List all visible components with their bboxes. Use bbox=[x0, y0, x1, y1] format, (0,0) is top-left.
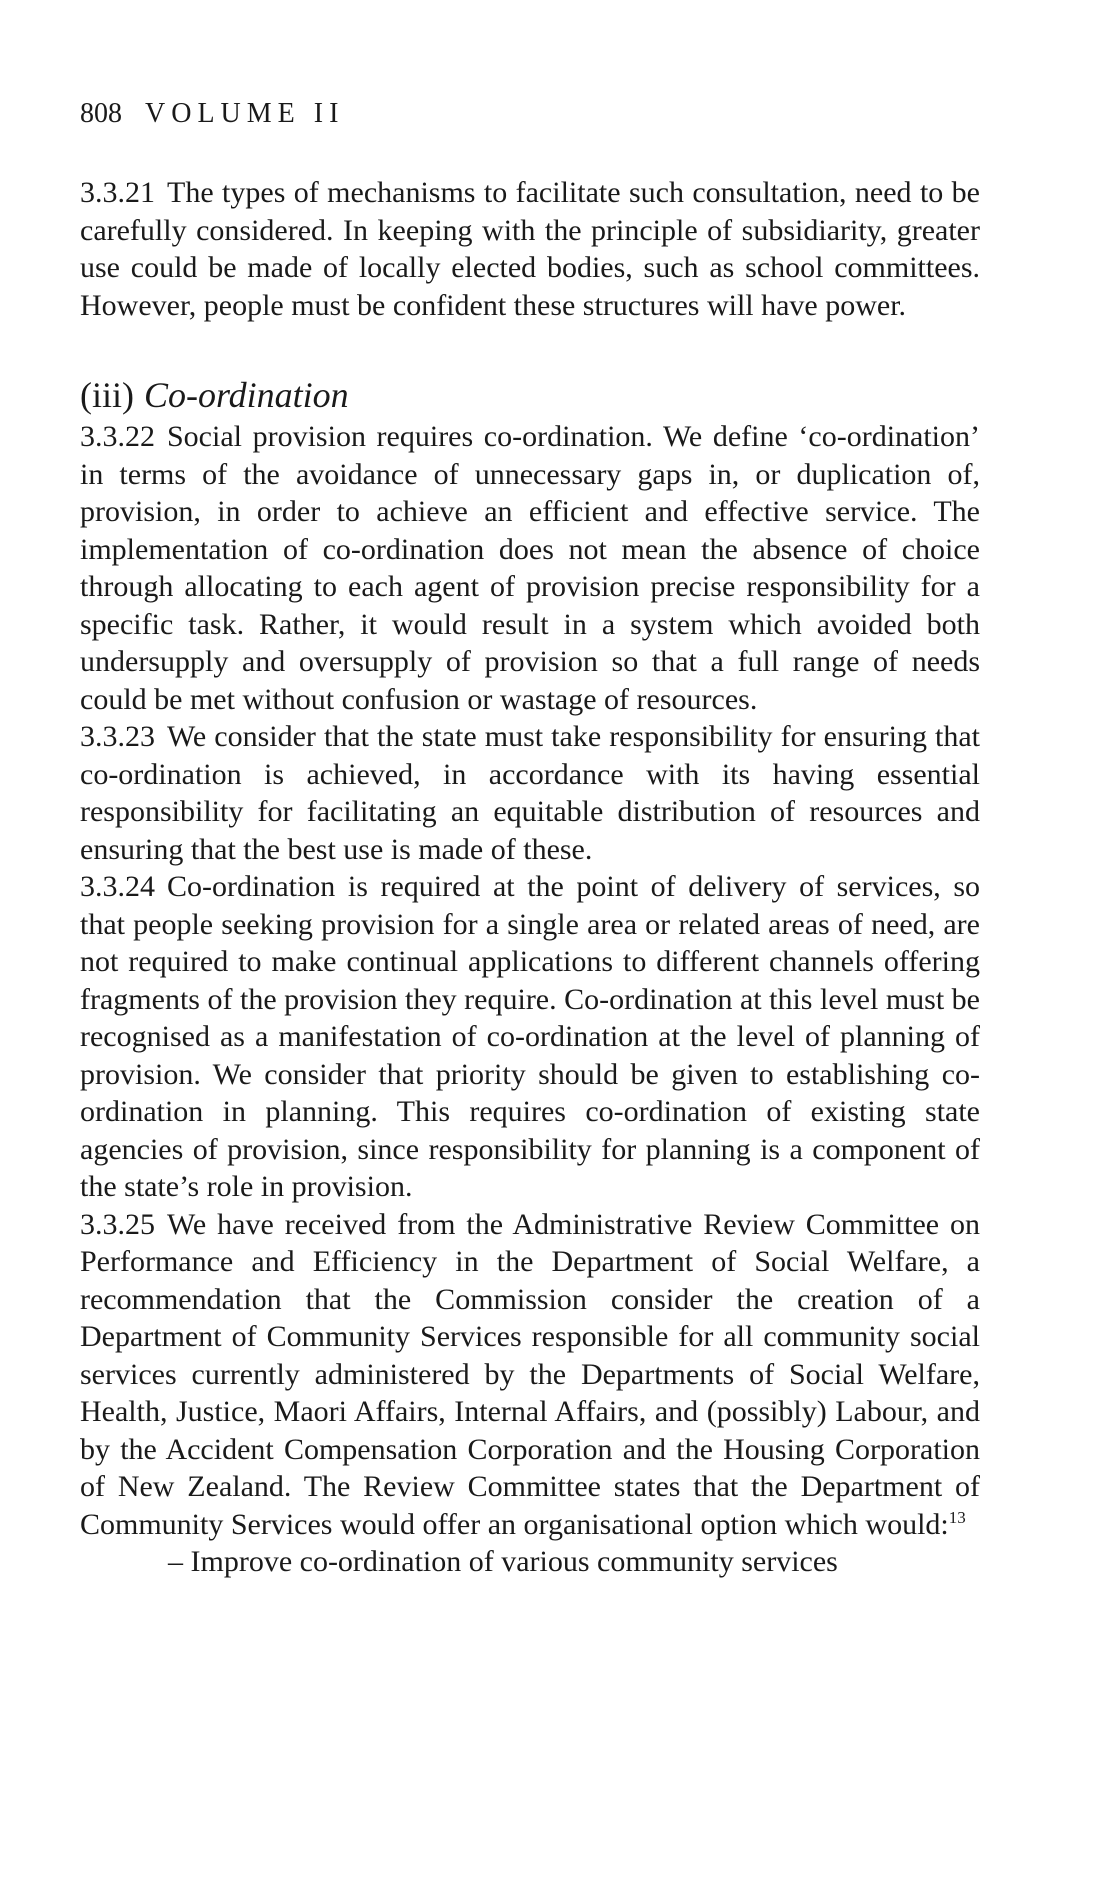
paragraph-number: 3.3.21 bbox=[80, 176, 155, 209]
paragraph-number: 3.3.22 bbox=[80, 420, 155, 453]
paragraph-3-3-24 bbox=[80, 868, 980, 1206]
paragraph-3-3-21 bbox=[80, 174, 980, 324]
paragraph-text: The types of mechanisms to facilitate such consultation, need to be carefully considered. In keeping with the principle of subsidiarity, greater use could be made of locally elected bodies, such as school committees. However, people must be confident these structures will have power. bbox=[80, 176, 980, 322]
paragraph-number: 3.3.25 bbox=[80, 1207, 155, 1241]
section-heading bbox=[80, 374, 980, 416]
paragraph-text: We consider that the state must take responsibility for ensuring that co-ordination is achieved, in accordance with its having essential responsibility for facilitating an equitable distribution of resources and ensuring that the best use is made of these. bbox=[80, 720, 980, 866]
paragraph-number: 3.3.23 bbox=[80, 720, 155, 753]
paragraph-text: We have received from the Administrative Review Committee on Performance and Efficiency in the Department of Social Welfare, a recommendation that the Commission consider the creation of a Department of Community Services responsible for all community social services currently administered by the Departments of Social Welfare, Health, Justice, Maori Affairs, Internal Affairs, and (possibly) Labour, and by the Accident Compensation Corporation and the Housing Corporation of New Zealand. The Review Committee states that the Department of Community Services would offer an organisational option which would: bbox=[80, 1207, 980, 1541]
volume-label: VOLUME II bbox=[145, 98, 345, 129]
page-number: 808 bbox=[80, 98, 122, 129]
footnote-marker: 13 bbox=[948, 1507, 966, 1527]
paragraph-text: Social provision requires co-ordination. We define ‘co-ordination’ in terms of the avoidance of unnecessary gaps in, or duplication of, provision, in order to achieve an efficient and effective service. The implementation of co-ordination does not mean the absence of choice through allocating to each agent of provision precise responsibility for a specific task. Rather, it would result in a system which avoided both undersupply and oversupply of provision so that a full range of needs could be met without confusion or wastage of resources. bbox=[80, 420, 980, 716]
running-head bbox=[80, 98, 980, 130]
paragraph-3-3-22 bbox=[80, 418, 980, 718]
paragraph-number: 3.3.24 bbox=[80, 870, 155, 903]
section-title: Co-ordination bbox=[143, 375, 349, 415]
list-item: – Improve co-ordination of various community services bbox=[168, 1545, 838, 1578]
paragraph-3-3-25 bbox=[80, 1206, 980, 1544]
document-page bbox=[80, 98, 980, 1581]
paragraph-text: Co-ordination is required at the point of delivery of services, so that people seeking provision for a single area or related areas of need, are not required to make continual applications to different channels offering fragments of the provision they require. Co-ordination at this level must be recognised as a manifestation of co-ordination at the level of planning of provision. We consider that priority should be given to establishing co-ordination in planning. This requires co-ordination of existing state agencies of provision, since responsibility for planning is a component of the state’s role in provision. bbox=[80, 870, 980, 1203]
paragraph-3-3-23 bbox=[80, 718, 980, 868]
section-numeral: (iii) bbox=[80, 375, 134, 415]
